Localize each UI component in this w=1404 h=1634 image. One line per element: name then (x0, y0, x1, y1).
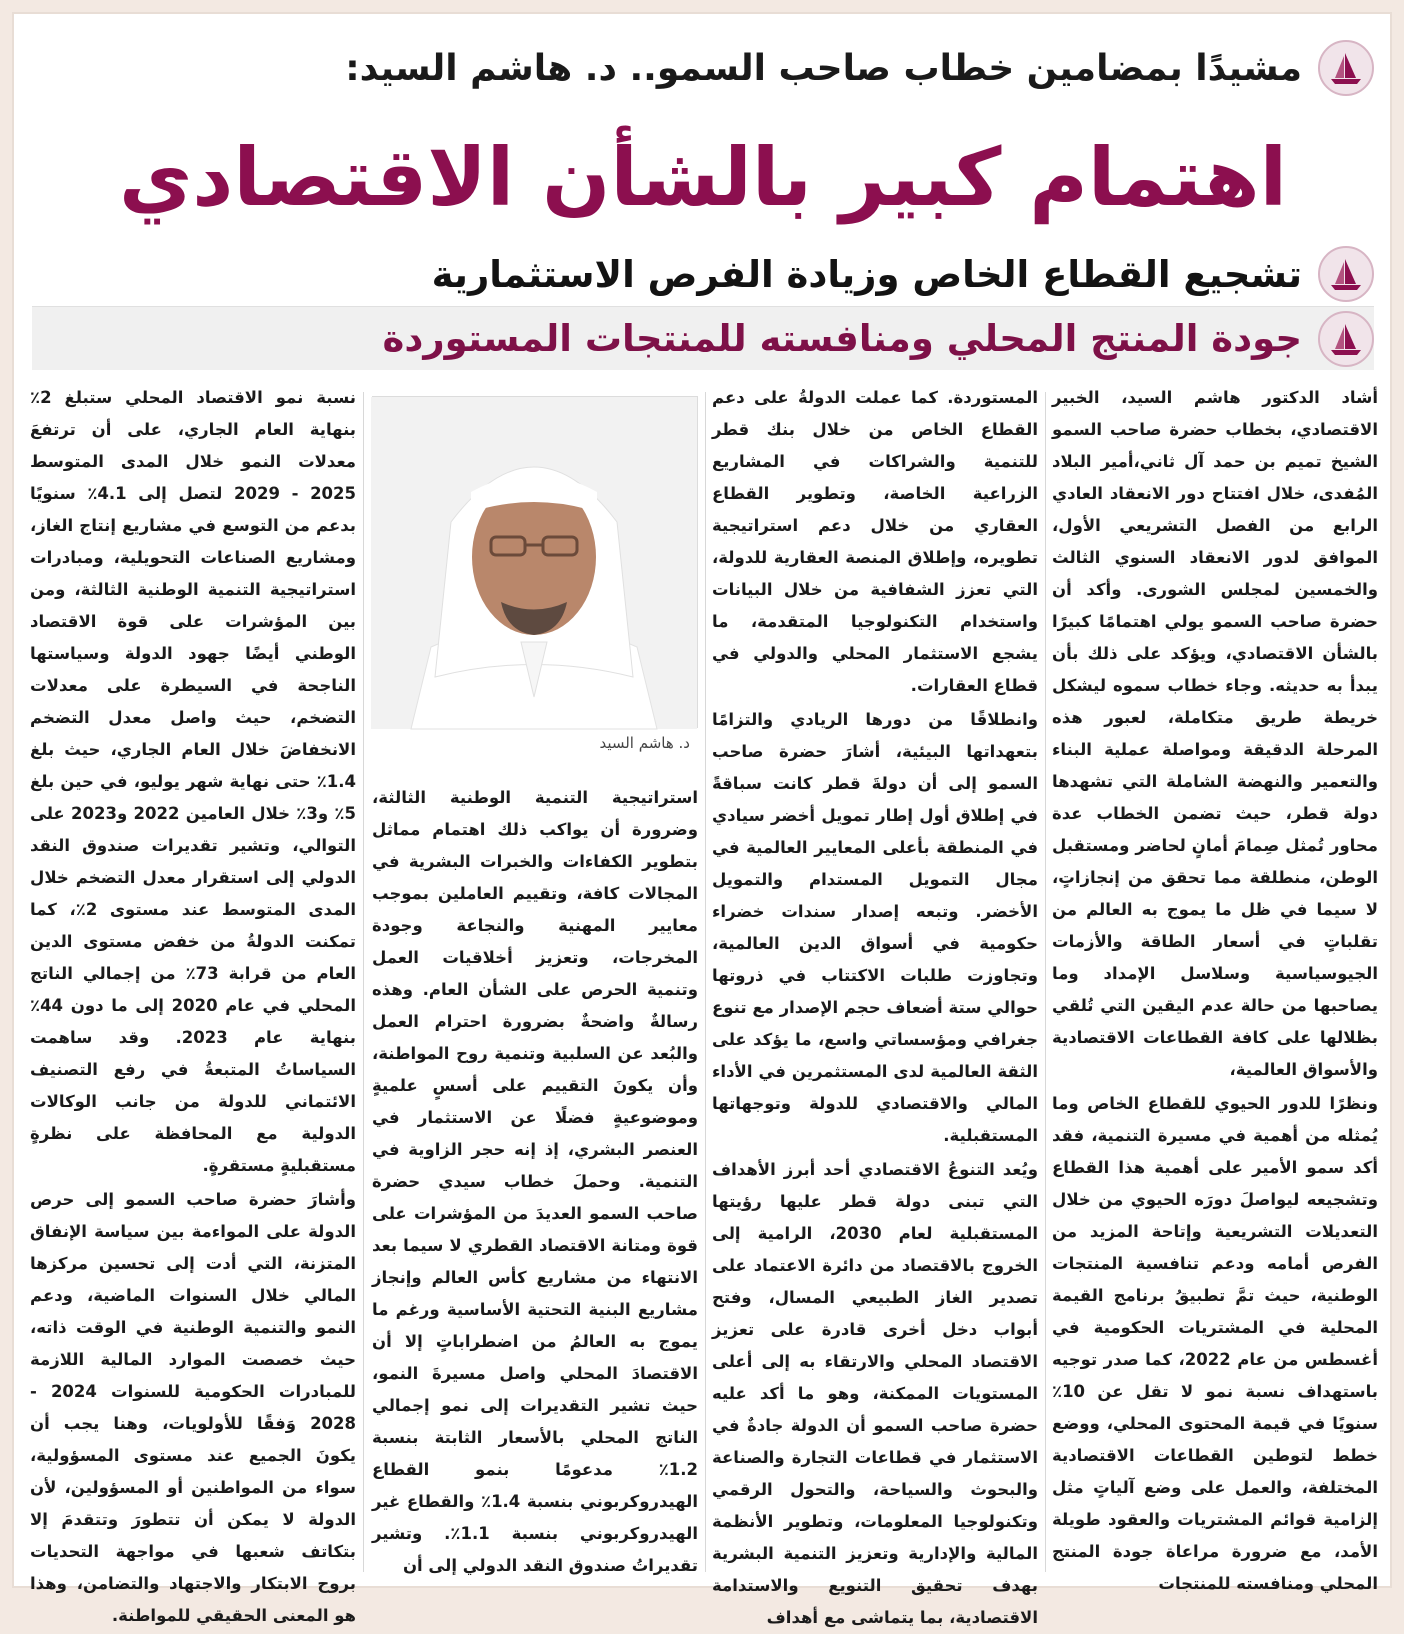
paragraph: وأشارَ حضرة صاحب السمو إلى حرص الدولة على المواءمة بين سياسة الإنفاق المتزنة، التي أدت إلى تحسين مركزها المالي خلال السنوات الماضية، ودعم النمو والتنمية الوطنية في الوقت ذاته، حيث خصصت الموارد المالية اللازمة للمبادرات الحكومية للسنوات 2024 - 2028 وَفقًا للأولويات، وهنا يجب أن يكونَ الجميع عند مستوى المسؤولية، سواء من المواطنين أو المسؤولين، لأن الدولة لا يمكن أن تتطورَ وتتقدمَ إلا بتكاتف شعبها في مواجهة التحديات بروح الابتكار والاجتهاد والتضامن، وهذا هو المعنى الحقيقي للمواطنة. (30, 1190, 356, 1625)
subhead-row-2 (32, 306, 1374, 370)
paragraph: ونظرًا للدور الحيوي للقطاع الخاص وما يُمثله من أهمية في مسيرة التنمية، فقد أكد سمو الأمير على أهمية هذا القطاع وتشجيعه ليواصلَ دورَه الحيوي من خلال التعديلات التشريعية وإتاحة المزيد من الفرص أمامه ودعم تنافسية المنتجات الوطنية، حيث تمَّ تطبيقُ برنامج القيمة المحلية في المشتريات الحكومية في أغسطس من عام 2022، كما صدر توجيه باستهداف نسبة نمو لا تقل عن 10٪ سنويًا في قيمة المحتوى المحلي، ووضع خطط لتوطين القطاعات الاقتصادية المختلفة، والعمل على وضع آلياتٍ مثل إلزامية قوائم المشتريات والعقود طويلة الأمد، مع ضرورة مراعاة جودة المنتج المحلي ومنافسته للمنتجات (1052, 1094, 1378, 1593)
article-body (22, 382, 1384, 1627)
paragraph: ويُعد التنوعُ الاقتصادي أحد أبرز الأهداف التي تبنى دولة قطر عليها رؤيتها المستقبلية لعام 2030، الرامية إلى الخروج بالاقتصاد من دائرة الاعتماد على تصدير الغاز الطبيعي المسال، وفتح أبواب دخل أخرى قادرة على تعزيز الاقتصاد المحلي والارتقاء به إلى أعلى المستويات الممكنة، وهو ما أكد عليه حضرة صاحب السمو أن الدولة جادةٌ في الاستثمار في قطاعات التجارة والصناعة والبحوث والسياحة، والتحول الرقمي وتكنولوجيا المعلومات، وتطوير الأنظمة المالية والإدارية وتعزيز التنمية البشرية بهدف تحقيق التنويع والاستدامة الاقتصادية، بما يتماشى مع أهداف (712, 1160, 1038, 1627)
subhead-1: تشجيع القطاع الخاص وزيادة الفرص الاستثمارية (431, 252, 1302, 296)
dhow-boat-icon-graphic (1326, 48, 1366, 88)
paragraph: استراتيجية التنمية الوطنية الثالثة، وضرورة أن يواكب ذلك اهتمام مماثل بتطوير الكفاءات والخبرات البشرية في المجالات كافة، وتقييم العاملين بموجب معايير المهنية والنجاعة وجودة المخرجات، وتعزيز أخلاقيات العمل وتنمية الحرص على الشأن العام. وهذه رسالةٌ واضحةٌ بضرورة احترام العمل والبُعد عن السلبية وتنمية روح المواطنة، وأن يكونَ التقييم على أسسٍ علميةٍ وموضوعيةٍ فضلًا عن الاستثمار في العنصر البشري، إذ إنه حجر الزاوية في التنمية. وحملَ خطاب سيدي حضرة صاحب السمو العديدَ من المؤشرات على قوة ومتانة الاقتصاد القطري لا سيما بعد الانتهاء من مشاريع كأس العالم وإنجاز مشاريع البنية التحتية الأساسية ورغم ما يموج به العالمُ من اضطراباتٍ إلا أن الاقتصادَ المحلي واصل مسيرةَ النمو، حيث تشير التقديرات إلى نمو إجمالي الناتج المحلي بالأسعار الثابتة بنسبة 1.2٪ مدعومًا بنمو القطاع الهيدروكربوني بنسبة 1.4٪ والقطاع غير الهيدروكربوني بنسبة 1.1٪. وتشير تقديراتُ صندوق النقد الدولي إلى أن (372, 788, 698, 1575)
paragraph: المستوردة. كما عملت الدولةُ على دعم القطاع الخاص من خلال بنك قطر للتنمية والشراكات في المشاريع الزراعية الخاصة، وتطوير القطاع العقاري من خلال دعم استراتيجية تطويره، وإطلاق المنصة العقارية للدولة، التي تعزز الشفافية من خلال البيانات واستخدام التكنولوجيا المتقدمة، ما يشجع الاستثمار المحلي والدولي في قطاع العقارات. (712, 388, 1038, 695)
paragraph: نسبة نمو الاقتصاد المحلي ستبلغ 2٪ بنهاية العام الجاري، على أن ترتفعَ معدلات النمو خلال المدى المتوسط 2025 - 2029 لتصل إلى 4.1٪ سنويًا بدعم من التوسع في مشاريع إنتاج الغاز، ومشاريع الصناعات التحويلية، ومبادرات استراتيجية التنمية الوطنية الثالثة، ومن بين المؤشرات على قوة الاقتصاد الوطني أيضًا جهود الدولة وسياستها الناجحة في السيطرة على معدلات التضخم، حيث واصل معدل التضخم الانخفاضَ خلال العام الجاري، حيث بلغ 1.4٪ حتى نهاية شهر يوليو، في حين بلغ 5٪ و3٪ خلال العامين 2022 و2023 على التوالي، وتشير تقديرات صندوق النقد الدولي إلى استقرار معدل التضخم خلال المدى المتوسط عند مستوى 2٪، كما تمكنت الدولةُ من خفض مستوى الدين العام من قرابة 73٪ من إجمالي الناتج المحلي في عام 2020 إلى ما دون 44٪ بنهاية عام 2023. وقد ساهمت السياساتُ المتبعةُ في رفع التصنيف الائتماني للدولة من جانب الوكالات الدولية مع المحافظة على نظرةٍ مستقبليةٍ مستقرةٍ. (30, 388, 357, 1175)
column-2 (712, 382, 1038, 1627)
subhead-2: جودة المنتج المحلي ومنافسته للمنتجات المستوردة (382, 317, 1302, 360)
author-portrait (371, 397, 697, 729)
photo-caption: د. هاشم السيد (599, 734, 690, 752)
column-divider (363, 392, 364, 1572)
column-divider (705, 392, 706, 1572)
dhow-boat-icon-graphic (1326, 319, 1366, 359)
newspaper-page (12, 12, 1392, 1627)
kicker-row (32, 28, 1374, 108)
kicker-title: مشيدًا بمضامين خطاب صاحب السمو.. د. هاشم السيد: (345, 47, 1302, 89)
article-header (22, 22, 1384, 374)
dhow-boat-icon (1318, 246, 1374, 302)
paragraph: وانطلاقًا من دورها الريادي والتزامًا بتعهداتها البيئية، أشارَ حضرة صاحب السمو إلى أن دولةَ قطر كانت سباقةً في إطلاق أول إطار تمويل أخضر سيادي في المنطقة بأعلى المعايير العالمية في مجال التمويل المستدام والتمويل الأخضر. وتبعه إصدار سندات خضراء حكومية في أسواق الدين العالمية، وتجاوزت طلبات الاكتتاب في ذروتها حوالي ستة أضعاف حجم الإصدار مع تنوع جغرافي ومؤسساتي واسع، ما يؤكد على الثقة العالمية لدى المستثمرين في الأداء المالي والاقتصادي للدولة وتوجهاتها المستقبلية. (712, 710, 1038, 1145)
column-1 (1052, 382, 1378, 1593)
paragraph: أشاد الدكتور هاشم السيد، الخبير الاقتصادي، بخطاب حضرة صاحب السمو الشيخ تميم بن حمد آل ثاني،أمير البلاد المُفدى، خلال افتتاح دور الانعقاد العادي الرابع من الفصل التشريعي الأول، الموافق لدور الانعقاد السنوي الثالث والخمسين لمجلس الشورى. وأكد أن حضرة صاحب السمو يولي اهتمامًا كبيرًا بالشأن الاقتصادي، ويؤكد على ذلك بأن يبدأ به حديثه. وجاء خطاب سموه ليشكل خريطة طريق متكاملة، لعبور هذه المرحلة الدقيقة ومواصلة عملية البناء والتعمير والنهضة الشاملة التي تشهدها دولة قطر، حيث تضمن الخطاب عدة محاور تُمثل صِمامَ أمانٍ لحاضر ومستقبل الوطن، منطلقة مما تحقق من إنجازاتٍ، لا سيما في ظل ما يموج به العالم من تقلباتٍ في أسعار الطاقة والأزمات الجيوسياسية وسلاسل الإمداد وما يصاحبها من حالة عدم اليقين التي تُلقي بظلالها على كافة القطاعات الاقتصادية والأسواق العالمية، (1052, 388, 1378, 1079)
column-divider (1045, 392, 1046, 1572)
column-3 (372, 782, 698, 1578)
headline: اهتمام كبير بالشأن الاقتصادي (118, 131, 1288, 224)
column-4 (30, 382, 357, 1625)
dhow-boat-icon (1318, 40, 1374, 96)
dhow-boat-icon-graphic (1326, 254, 1366, 294)
author-photo (372, 396, 698, 728)
dhow-boat-icon (1318, 311, 1374, 367)
subhead-row-1 (32, 244, 1374, 304)
